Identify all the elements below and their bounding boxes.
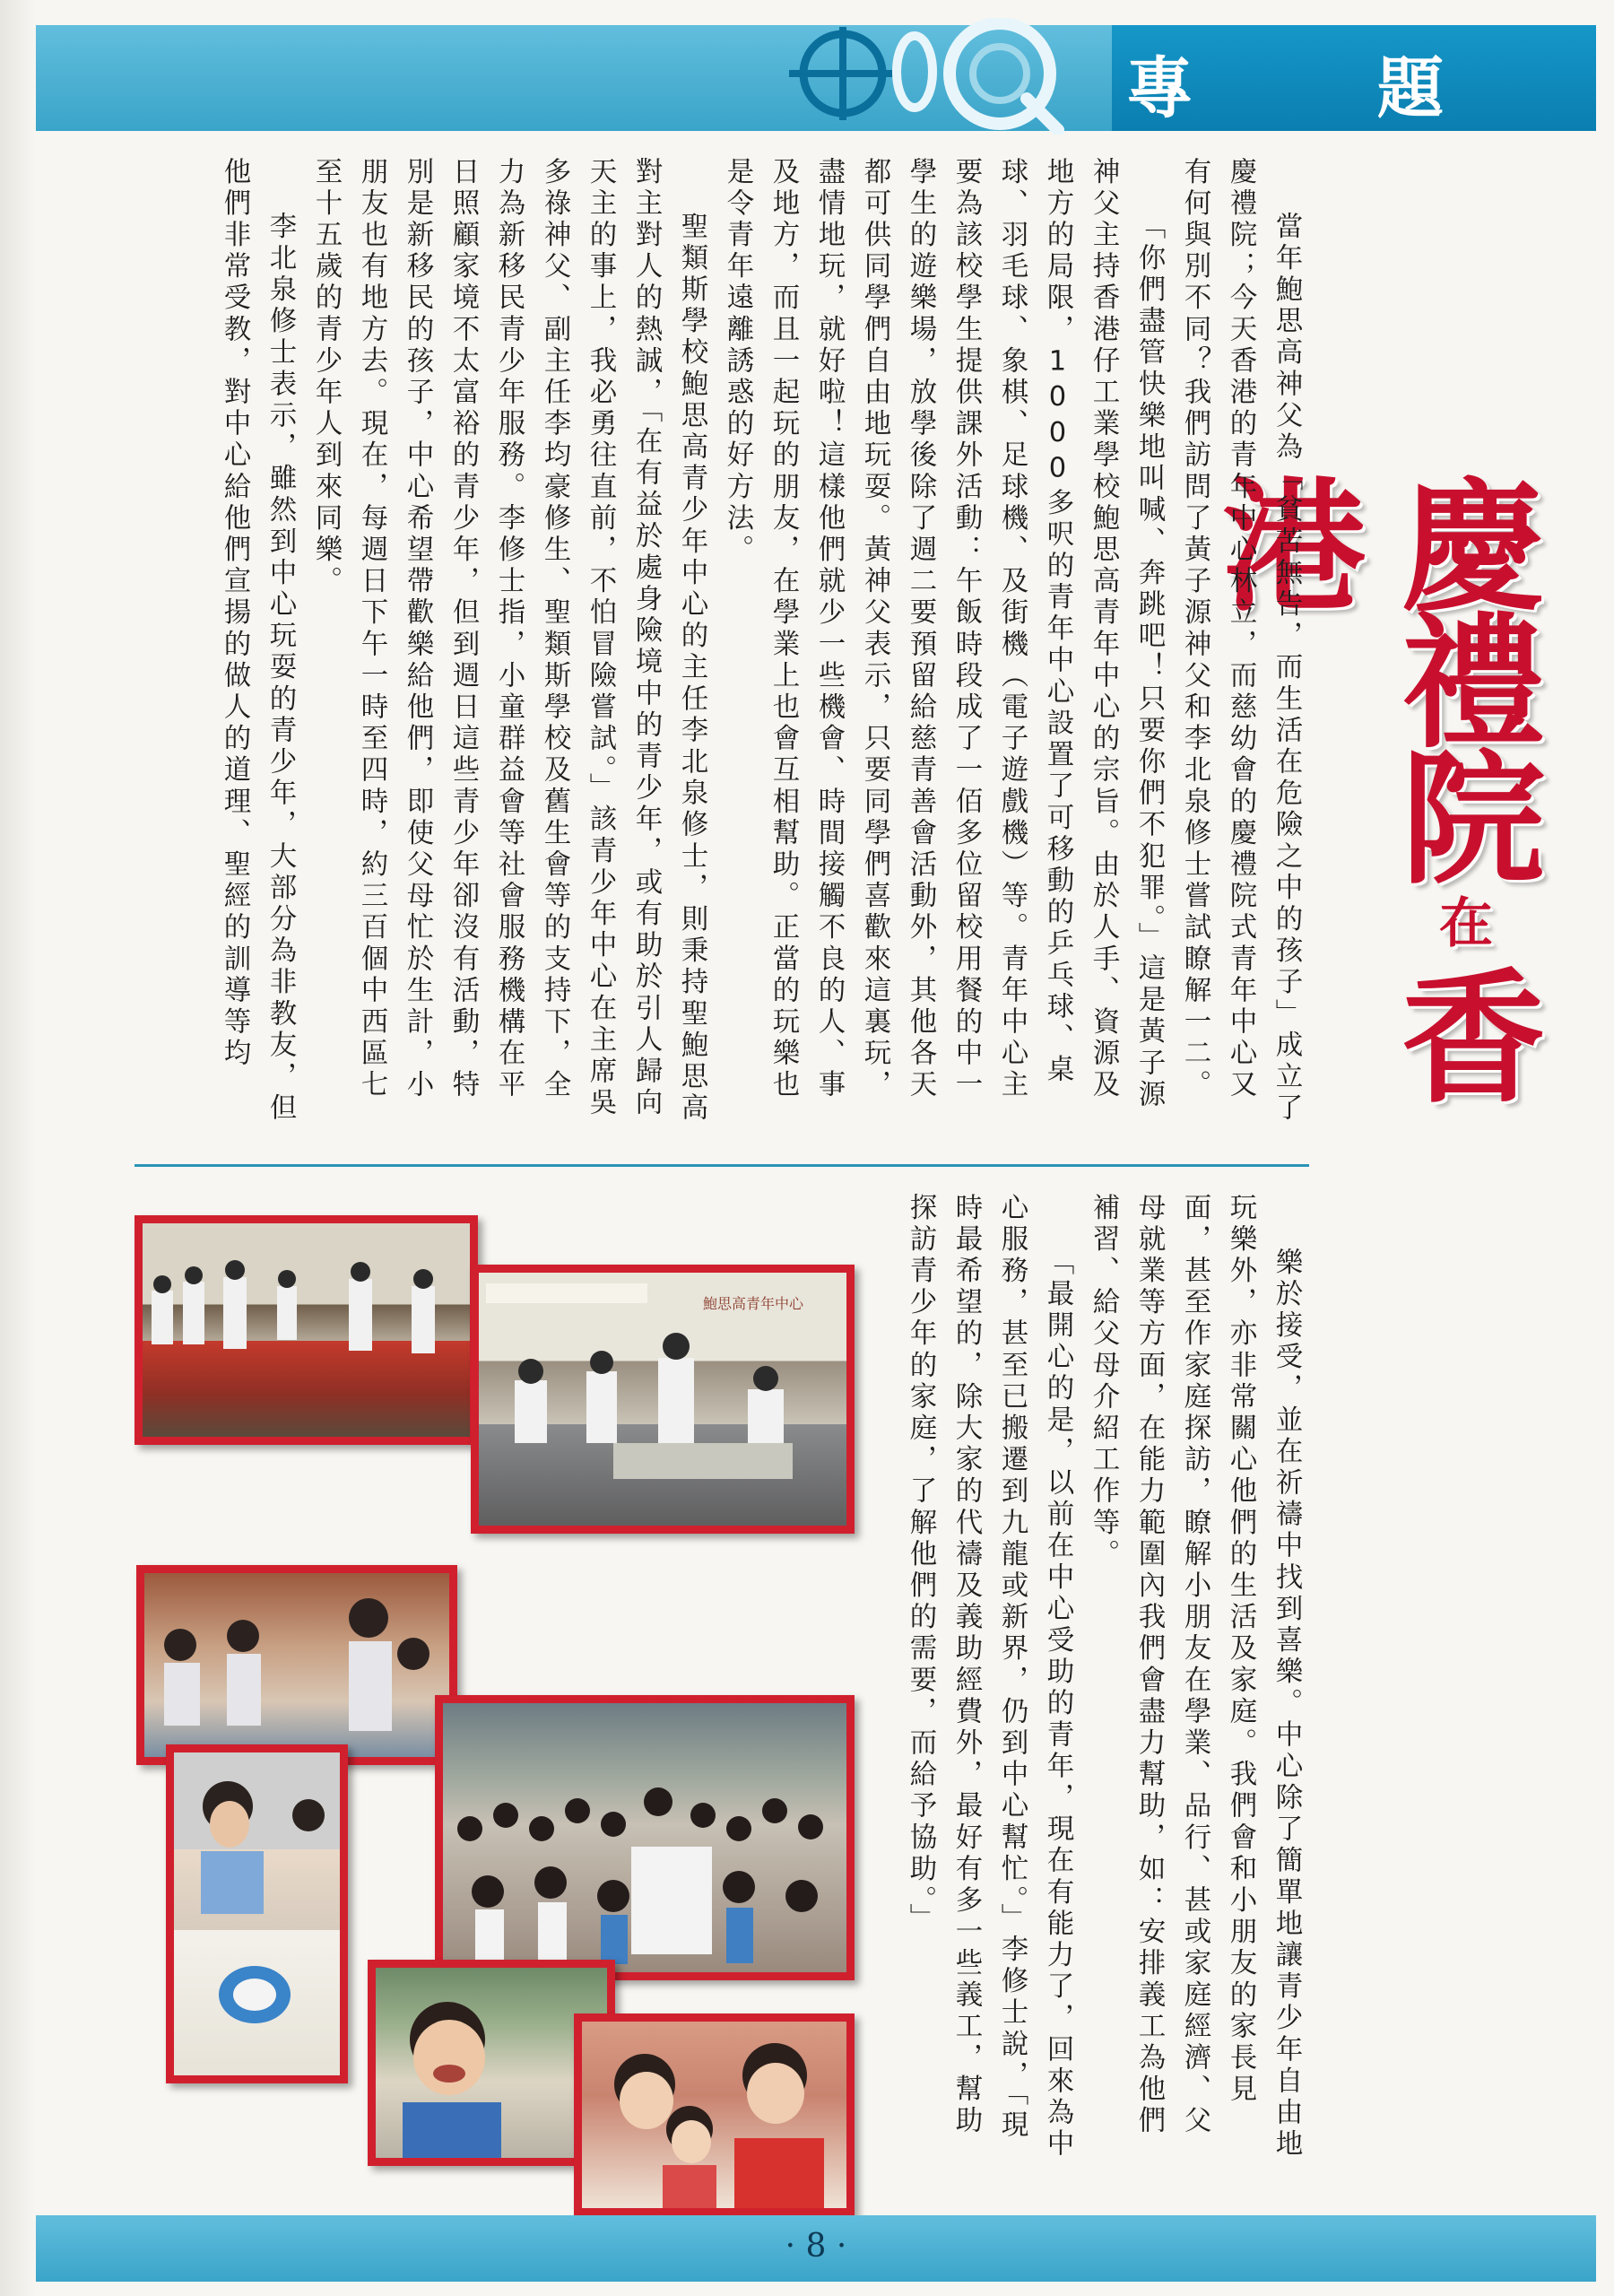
page-number: · 8 ·	[785, 2228, 847, 2265]
article-paragraph: 「你們盡管快樂地叫喊、奔跳吧！只要你們不犯罪。」這是黃子源神父主持香港仔工業學校鮑思高青年中心的宗旨。由於人手、資源及地方的局限，1000多呎的青年中心設置了可移動的乒乓球、桌球、羽毛球、象棋、足球機、及街機（電子遊戲機）等。青年中心主要為該校學生提供課外活動：午飯時段成了一佰多位留校用餐的中一學生的遊樂場，放學後除了週二要預留給慈青善會活動外，其他各天都可供同學們自由地玩耍。黃神父表示，只要同學們喜歡來這裏玩，盡情地玩，就好啦！這樣他們就少一些機會、時間接觸不良的人、事及地方，而且一起玩的朋友，在學業上也會互相幫助。正當的玩樂也是令青年遠離誘惑的好方法。	[722, 157, 1165, 1111]
section-title: 專 題	[1126, 50, 1524, 127]
article-paragraph: 李北泉修士表示，雖然到中心玩耍的青少年，大部分為非教友，但他們非常受教，對中心給他們宣揚的做人的道理、聖經的訓導等均	[219, 157, 296, 1125]
photo-volunteer-children	[136, 1565, 457, 1765]
photo-crowd-children	[435, 1695, 855, 1980]
article-paragraph: 樂於接受，並在祈禱中找到喜樂。中心除了簡單地讓青少年自由地玩樂外，亦非常關心他們的生活及家庭。我們會和小朋友的家長見面，甚至作家庭探訪，瞭解小朋友在學業、品行、甚或家庭經濟、父母就業等方面，在能力範圍內我們會盡力幫助，如：安排義工為他們補習、給父母介紹工作等。	[1088, 1193, 1302, 2161]
article-column-lower	[897, 1193, 1309, 2161]
article-paragraph: 「最開心的是，以前在中心受助的青年，現在有能力了，回來為中心服務，甚至已搬遷到九龍或新界，仍到中心幫忙。」李修士說，「現時最希望的，除大家的代禱及義助經費外，最好有多一些義工，幫助探訪青少年的家庭，了解他們的需要，而給予協助。」	[905, 1193, 1073, 2161]
footer-band	[36, 2215, 1596, 2282]
photo-foosball-students	[134, 1215, 478, 1445]
page-edge	[0, 0, 36, 2296]
photo-chess-table	[471, 1265, 855, 1534]
headline-part2: 香港	[1198, 471, 1546, 1099]
photo-sign-text: 鮑思高青年中心	[703, 1295, 804, 1312]
header-tab	[1112, 25, 1596, 131]
article-paragraph: 聖類斯學校鮑思高青少年中心的主任李北泉修士，則秉持聖鮑思高對主對人的熱誠，「在有益於處身險境中的青少年，或有助於引人歸向天主的事上，我必勇往直前，不怕冒險嘗試。」該青少年中心在主席吳多祿神父、副主任李均豪修生、聖類斯學校及舊生會等的支持下，全力為新移民青少年服務。李修士指，小童群益會等社會服務機構在平日照顧家境不太富裕的青少年，但到週日這些青少年卻沒有活動，特別是新移民的孩子，中心希望帶歡樂給他們，即使父母忙於生計，小朋友也有地方去。現在，每週日下午一時至四時，約三百個中西區七至十五歲的青少年人到來同樂。	[310, 157, 707, 1125]
photo-girls-smiling	[574, 2013, 855, 2216]
article-paragraph: 當年鮑思高神父為「貧苦無告，而生活在危險之中的孩子」成立了慶禮院；今天香港的青年中心林立，而慈幼會的慶禮院式青年中心又有何與別不同？我們訪問了黃子源神父和李北泉修士嘗試瞭解一二。	[1179, 157, 1302, 1125]
article-column-upper	[134, 157, 1309, 1130]
photo-boy-drawing-board	[166, 1744, 348, 2083]
headline-connector: 在	[1430, 894, 1493, 948]
logo-target-icon	[789, 18, 1094, 135]
section-divider	[134, 1164, 1309, 1167]
headline-part1: 慶禮院	[1377, 471, 1546, 880]
